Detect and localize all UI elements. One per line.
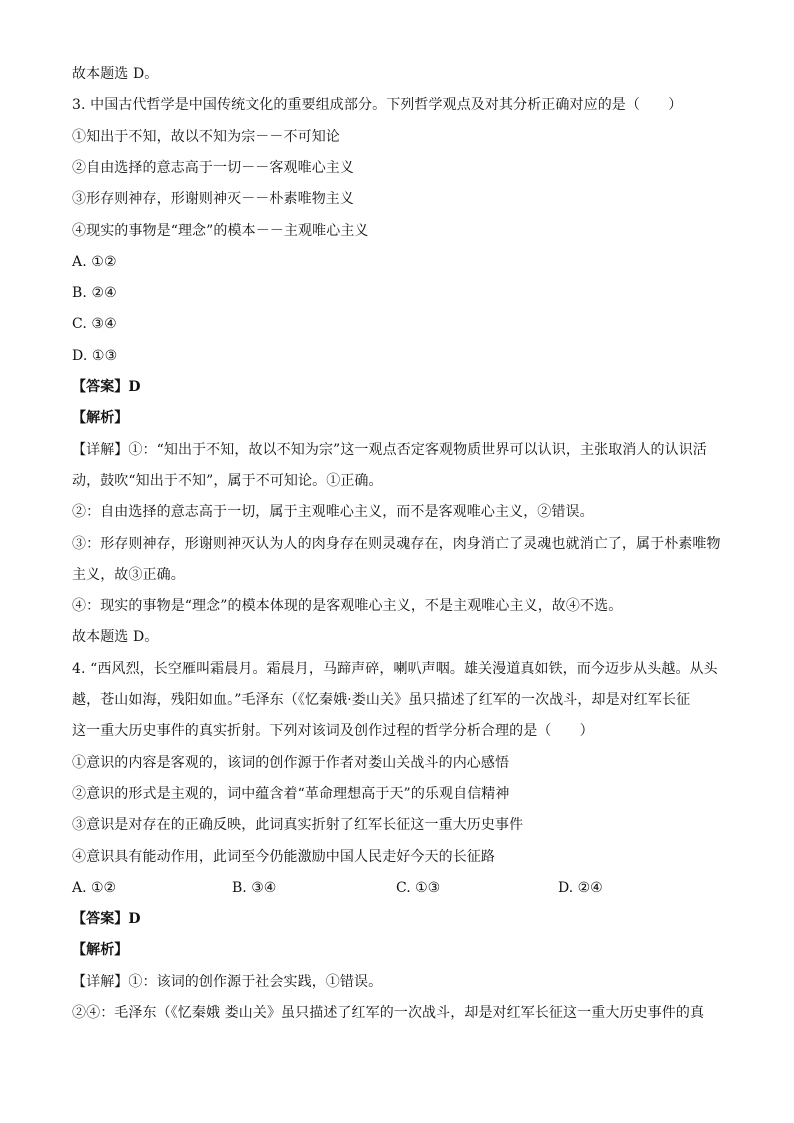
- text-line: ①知出于不知，故以不知为宗－－不可知论: [72, 129, 340, 145]
- text-line: 【解析】: [72, 942, 129, 958]
- text-line: ④现实的事物是“理念”的模本－－主观唯心主义: [72, 223, 369, 239]
- option-b: B. ③④: [232, 880, 277, 896]
- text-line: 动，鼓吹“知出于不知”，属于不可知论。①正确。: [72, 473, 383, 489]
- text-line: 这一重大历史事件的真实折射。下列对该词及创作过程的哲学分析合理的是（ ）: [72, 723, 594, 739]
- text-line: ②：自由选择的意志高于一切，属于主观唯心主义，而不是客观唯心主义，②错误。: [72, 504, 594, 520]
- text-line: D. ①③: [72, 348, 118, 364]
- text-line: A. ①②: [72, 254, 117, 270]
- text-line: C. ③④: [72, 316, 117, 332]
- text-line: 故本题选 D。: [72, 66, 159, 82]
- text-line: ③意识是对存在的正确反映，此词真实折射了红军长征这一重大历史事件: [72, 817, 524, 833]
- option-c: C. ①③: [396, 880, 441, 896]
- text-line: ④：现实的事物是“理念”的模本体现的是客观唯心主义，不是主观唯心主义，故④不选。: [72, 598, 623, 614]
- text-line: 4. “西风烈，长空雁叫霜晨月。霜晨月，马蹄声碎，喇叭声咽。雄关漫道真如铁，而今迈步从头越。从头: [72, 661, 718, 677]
- option-a: A. ①②: [72, 880, 117, 896]
- text-line: ③：形存则神存，形谢则神灭认为人的肉身存在则灵魂存在，肉身消亡了灵魂也就消亡了，属于朴素唯物: [72, 536, 721, 552]
- text-line: ③形存则神存，形谢则神灭－－朴素唯物主义: [72, 191, 354, 207]
- text-line: 主义，故③正确。: [72, 567, 185, 583]
- text-line: 3. 中国古代哲学是中国传统文化的重要组成部分。下列哲学观点及对其分析正确对应的是（ ）: [72, 97, 683, 113]
- text-line: B. ②④: [72, 285, 117, 301]
- text-line: 【详解】①：该词的创作源于社会实践，①错误。: [72, 974, 383, 990]
- text-line: 【解析】: [72, 410, 129, 426]
- text-line: ①意识的内容是客观的，该词的创作源于作者对娄山关战斗的内心感悟: [72, 755, 510, 771]
- text-line: ②④：毛泽东（《忆秦娥 娄山关》虽只描述了红军的一次战斗，却是对红军长征这一重大历史事件的真: [72, 1005, 705, 1021]
- text-line: ②自由选择的意志高于一切－－客观唯心主义: [72, 160, 354, 176]
- option-d: D. ②④: [558, 880, 603, 896]
- text-line: ②意识的形式是主观的，词中蕴含着“革命理想高于天”的乐观自信精神: [72, 786, 510, 802]
- text-line: 【答案】D: [72, 379, 141, 395]
- text-line: 【答案】D: [72, 911, 141, 927]
- text-line: ④意识具有能动作用，此词至今仍能激励中国人民走好今天的长征路: [72, 849, 495, 865]
- text-line: 【详解】①：“知出于不知，故以不知为宗”这一观点否定客观物质世界可以认识，主张取消人的认识活: [72, 442, 707, 458]
- text-line: 越，苍山如海，残阳如血。”毛泽东（《忆秦娥·娄山关》虽只描述了红军的一次战斗，却是对红军长征: [72, 692, 691, 708]
- text-line: 故本题选 D。: [72, 629, 159, 645]
